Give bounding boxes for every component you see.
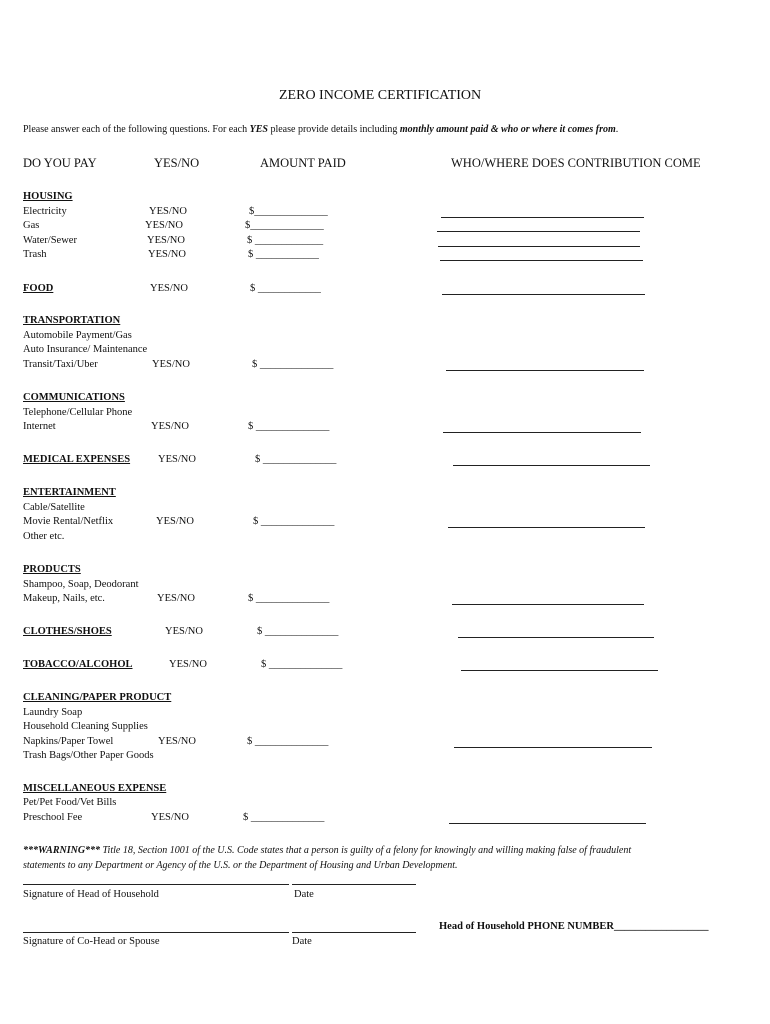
section-tobacco-title: TOBACCO/ALCOHOL — [23, 659, 133, 670]
header-contribution-source: WHO/WHERE DOES CONTRIBUTION COME — [451, 156, 701, 170]
cleaning-item-trash-bags: Trash Bags/Other Paper Goods — [23, 750, 154, 761]
instructions-text: Please answer each of the following questions. For each — [23, 124, 250, 135]
section-entertainment-title: ENTERTAINMENT — [23, 487, 116, 498]
warning-line-2: statements to any Department or Agency of the U.S. or the Department of Housing and Urban Development. — [23, 860, 458, 871]
section-communications-title: COMMUNICATIONS — [23, 392, 125, 403]
amount-gas[interactable]: $______________ — [245, 220, 324, 231]
entertainment-item-movie: Movie Rental/Netflix — [23, 516, 114, 527]
amount-water-sewer[interactable]: $ _____________ — [247, 235, 324, 246]
transportation-item-auto-insurance: Auto Insurance/ Maintenance — [23, 344, 148, 355]
yesno-entertainment[interactable]: YES/NO — [156, 516, 194, 527]
yesno-misc[interactable]: YES/NO — [151, 812, 189, 823]
contribution-line-water-sewer[interactable] — [438, 246, 640, 247]
amount-products[interactable]: $ ______________ — [248, 593, 330, 604]
products-item-makeup: Makeup, Nails, etc. — [23, 593, 105, 604]
instructions-yes: YES — [249, 124, 268, 135]
section-misc-title: MISCELLANEOUS EXPENSE — [23, 783, 167, 794]
contribution-line-medical[interactable] — [453, 465, 650, 466]
yesno-transportation[interactable]: YES/NO — [152, 359, 190, 370]
head-signature-line[interactable] — [23, 884, 289, 885]
cohead-date-label: Date — [292, 936, 312, 947]
housing-item-electricity: Electricity — [23, 206, 67, 217]
communications-item-telephone: Telephone/Cellular Phone — [23, 407, 133, 418]
contribution-line-clothes[interactable] — [458, 637, 654, 638]
misc-item-pet: Pet/Pet Food/Vet Bills — [23, 797, 117, 808]
cleaning-item-laundry: Laundry Soap — [23, 707, 83, 718]
entertainment-item-cable: Cable/Satellite — [23, 502, 85, 513]
section-medical-title: MEDICAL EXPENSES — [23, 454, 131, 465]
cohead-signature-line[interactable] — [23, 932, 289, 933]
section-clothes-title: CLOTHES/SHOES — [23, 626, 112, 637]
warning-line-1 — [23, 846, 631, 856]
yesno-food[interactable]: YES/NO — [150, 283, 188, 294]
transportation-item-transit: Transit/Taxi/Uber — [23, 359, 98, 370]
misc-item-preschool: Preschool Fee — [23, 812, 83, 823]
housing-item-water-sewer: Water/Sewer — [23, 235, 77, 246]
amount-transportation[interactable]: $ ______________ — [252, 359, 334, 370]
head-date-label: Date — [294, 889, 314, 900]
cleaning-item-household: Household Cleaning Supplies — [23, 721, 148, 732]
cleaning-item-napkins: Napkins/Paper Towel — [23, 736, 114, 747]
section-transportation-title: TRANSPORTATION — [23, 315, 121, 326]
contribution-line-electricity[interactable] — [441, 217, 644, 218]
yesno-clothes[interactable]: YES/NO — [165, 626, 203, 637]
section-housing-title: HOUSING — [23, 191, 73, 202]
amount-communications[interactable]: $ ______________ — [248, 421, 330, 432]
section-food-title: FOOD — [23, 283, 54, 294]
amount-clothes[interactable]: $ ______________ — [257, 626, 339, 637]
housing-item-trash: Trash — [23, 249, 47, 260]
amount-entertainment[interactable]: $ ______________ — [253, 516, 335, 527]
transportation-item-auto-payment: Automobile Payment/Gas — [23, 330, 132, 341]
yesno-medical[interactable]: YES/NO — [158, 454, 196, 465]
instructions-text-2: please provide details including — [267, 124, 400, 135]
communications-item-internet: Internet — [23, 421, 56, 432]
amount-tobacco[interactable]: $ ______________ — [261, 659, 343, 670]
contribution-line-products[interactable] — [452, 604, 644, 605]
section-products-title: PRODUCTS — [23, 564, 81, 575]
yesno-cleaning[interactable]: YES/NO — [158, 736, 196, 747]
products-item-shampoo: Shampoo, Soap, Deodorant — [23, 579, 139, 590]
amount-food[interactable]: $ ____________ — [250, 283, 321, 294]
warning-label: ***WARNING*** — [23, 845, 101, 856]
header-yes-no: YES/NO — [154, 156, 200, 170]
head-signature-label: Signature of Head of Household — [23, 889, 159, 900]
cohead-signature-label: Signature of Co-Head or Spouse — [23, 936, 160, 947]
contribution-line-food[interactable] — [442, 294, 645, 295]
warning-text-1: Title 18, Section 1001 of the U.S. Code states that a person is guilty of a felony for knowingly and willing making false of fraudulent — [100, 845, 632, 856]
amount-electricity[interactable]: $______________ — [249, 206, 328, 217]
instructions — [23, 125, 618, 135]
contribution-line-communications[interactable] — [443, 432, 641, 433]
yesno-gas[interactable]: YES/NO — [145, 220, 183, 231]
instructions-end: . — [615, 124, 619, 135]
entertainment-item-other: Other etc. — [23, 531, 65, 542]
contribution-line-transportation[interactable] — [446, 370, 644, 371]
amount-misc[interactable]: $ ______________ — [243, 812, 325, 823]
amount-medical[interactable]: $ ______________ — [255, 454, 337, 465]
contribution-line-trash[interactable] — [440, 260, 643, 261]
header-do-you-pay: DO YOU PAY — [23, 156, 97, 170]
contribution-line-entertainment[interactable] — [448, 527, 645, 528]
instructions-emphasis: monthly amount paid & who or where it comes from — [399, 124, 616, 135]
header-amount-paid: AMOUNT PAID — [260, 156, 346, 170]
phone-number-field[interactable]: Head of Household PHONE NUMBER__________________ — [439, 921, 709, 932]
yesno-products[interactable]: YES/NO — [157, 593, 195, 604]
yesno-electricity[interactable]: YES/NO — [149, 206, 187, 217]
contribution-line-gas[interactable] — [437, 231, 640, 232]
contribution-line-tobacco[interactable] — [461, 670, 658, 671]
yesno-tobacco[interactable]: YES/NO — [169, 659, 207, 670]
yesno-trash[interactable]: YES/NO — [148, 249, 186, 260]
contribution-line-cleaning[interactable] — [454, 747, 652, 748]
amount-trash[interactable]: $ ____________ — [248, 249, 319, 260]
yesno-communications[interactable]: YES/NO — [151, 421, 189, 432]
yesno-water-sewer[interactable]: YES/NO — [147, 235, 185, 246]
contribution-line-misc[interactable] — [449, 823, 646, 824]
amount-cleaning[interactable]: $ ______________ — [247, 736, 329, 747]
housing-item-gas: Gas — [23, 220, 40, 231]
section-cleaning-title: CLEANING/PAPER PRODUCT — [23, 692, 172, 703]
page-title: ZERO INCOME CERTIFICATION — [279, 88, 482, 103]
head-date-line[interactable] — [292, 884, 416, 885]
cohead-date-line[interactable] — [292, 932, 416, 933]
